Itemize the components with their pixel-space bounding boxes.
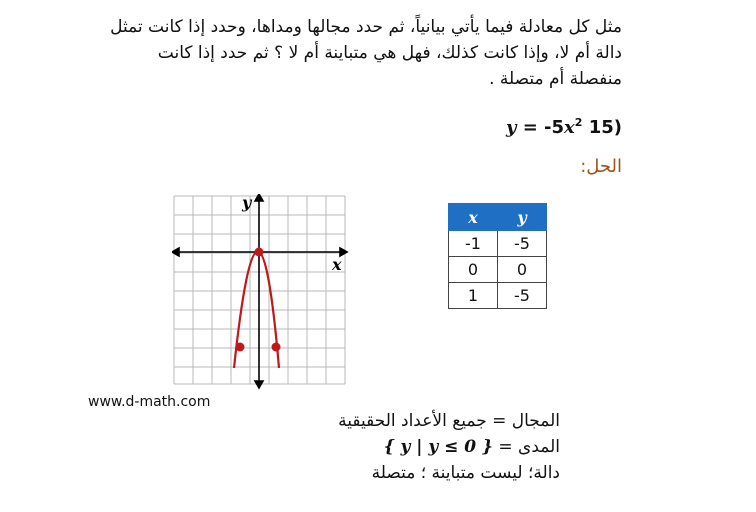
equation-exponent: 2 <box>574 116 583 129</box>
range-set: { y | y ≤ 0 } <box>383 437 493 457</box>
point-vertex <box>255 248 264 257</box>
table-cell: 0 <box>498 257 547 283</box>
table-row <box>449 283 547 309</box>
x-axis-label: x <box>332 255 342 274</box>
table-cell: 1 <box>449 283 498 309</box>
table-row <box>449 257 547 283</box>
equation-var: x <box>564 117 575 138</box>
table-header-y: y <box>498 204 547 231</box>
range-answer <box>338 434 560 460</box>
values-table <box>448 203 547 309</box>
table-cell: 0 <box>449 257 498 283</box>
equation-eq: = -5 <box>516 117 565 138</box>
function-status: دالة؛ ليست متباينة ؛ متصلة <box>371 463 560 483</box>
problem-statement <box>506 116 622 138</box>
range-prefix: المدى = <box>492 437 560 457</box>
website-link[interactable]: www.d-math.com <box>88 394 211 410</box>
parabola-graph <box>172 194 352 390</box>
table-cell: -5 <box>498 283 547 309</box>
problem-number: 15) <box>588 117 622 138</box>
answers-block <box>338 408 560 486</box>
equation-lhs: y <box>505 117 517 138</box>
table-cell: -1 <box>449 231 498 257</box>
domain-answer: المجال = جميع الأعداد الحقيقية <box>338 411 560 431</box>
table-cell: -5 <box>498 231 547 257</box>
solution-label: الحل: <box>580 156 622 177</box>
y-axis-label: y <box>242 194 252 212</box>
instructions-text: مثل كل معادلة فيما يأتي بيانياً، ثم حدد مجالها ومداها، وحدد إذا كانت تمثل دالة أم لا، وإذا كانت كذلك، فهل هي متباينة أم لا ؟ ثم حدد إذا كانت منفصلة أم متصلة . <box>110 17 622 89</box>
point-plus1 <box>272 343 281 352</box>
table-header-x: x <box>449 204 498 231</box>
table-row <box>449 231 547 257</box>
point-minus1 <box>236 343 245 352</box>
